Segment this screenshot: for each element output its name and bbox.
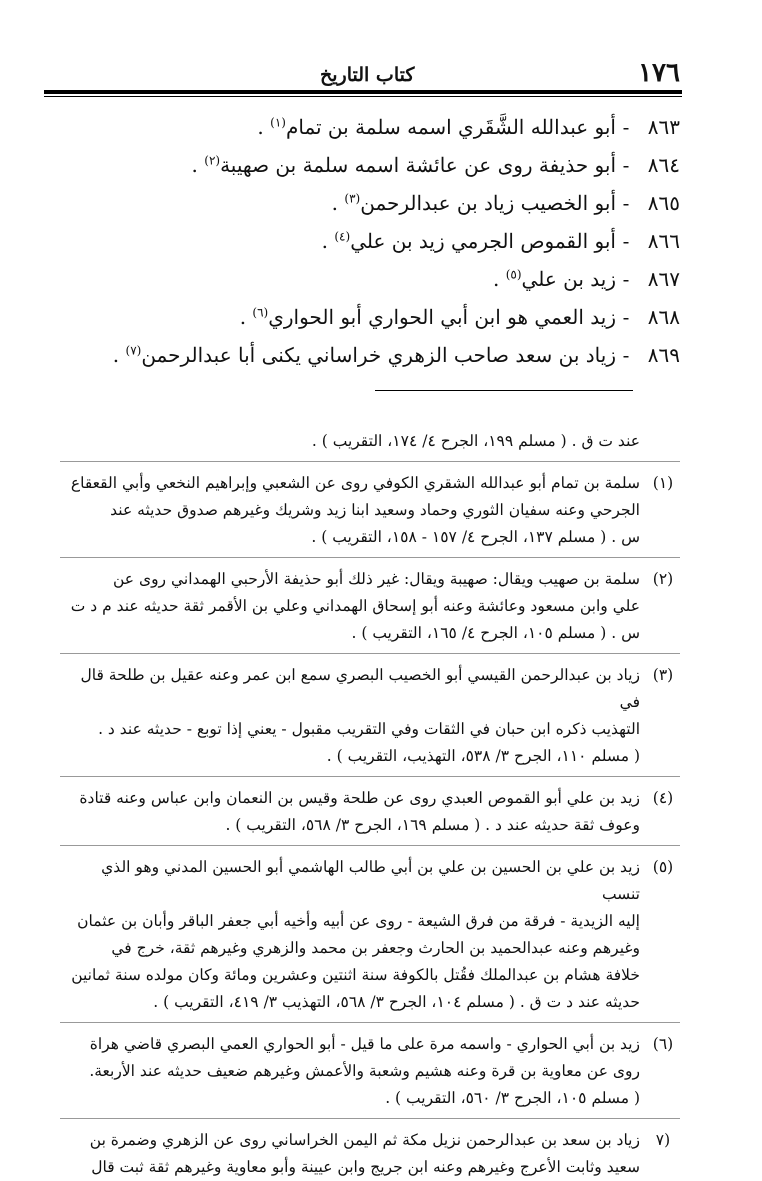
footnote-line: زياد بن عبدالرحمن القيسي أبو الخصيب البصري سمع ابن عمر وعنه عقيل بن طلحة قال في — [80, 666, 640, 711]
footnote-line: زيد بن أبي الحواري - واسمه مرة على ما قيل - أبو الحواري العمي البصري قاضي هراة — [89, 1035, 640, 1053]
entry-tail: . — [239, 305, 253, 329]
entry-text: أبو عبدالله الشَّقَري اسمه سلمة بن تمام — [285, 115, 616, 139]
footnote-ref: (٢) — [204, 153, 221, 168]
footnote-number: (٦) — [652, 1035, 674, 1053]
footnote-separator — [60, 845, 680, 846]
entry-text: زياد بن سعد صاحب الزهري خراساني يكنى أبا عبدالرحمن — [141, 343, 616, 367]
footnote-line: إليه الزيدية - فرقة من فرق الشيعة - روى عن أبيه وأخيه أبي جعفر الباقر وأبان بن عثمان — [77, 912, 640, 930]
footnote-line: وغيرهم وعنه عبدالحميد بن الحارث وجعفر بن محمد والزهري وغيرهم ثقة، خرج في — [111, 939, 640, 957]
entry-list — [112, 115, 680, 381]
footnote-line: التهذيب ذكره ابن حبان في الثقات وفي التقريب مقبول - يعني إذا توبع - حديثه عند د . — [98, 720, 640, 738]
entry-dash: - — [622, 191, 630, 215]
footnote-ref: (٥) — [505, 267, 522, 282]
footnote-line: زيد بن علي بن الحسين بن علي بن أبي طالب الهاشمي أبو الحسين المدني وهو الذي تنسب — [101, 858, 640, 903]
entry-number: ٨٦٦ — [647, 229, 680, 253]
footnote-line: علي وابن مسعود وعائشة وعنه أبو إسحاق الهمداني وعلي بن الأقمر ثقة حديثه عند م د ت — [70, 597, 640, 615]
entry-number: ٨٦٣ — [647, 115, 680, 139]
footnote-separator — [60, 776, 680, 777]
entry-tail: . — [331, 191, 345, 215]
footnote-ref: (٦) — [252, 305, 269, 320]
footnote-number: (٣) — [652, 666, 674, 684]
entry-text: أبو حذيفة روى عن عائشة اسمه سلمة بن صهيبة — [220, 153, 616, 177]
entry-tail: . — [112, 343, 126, 367]
footnote-line: سعيد وثابت الأعرج وغيرهم وعنه ابن جريج وابن عيينة وأبو معاوية وغيرهم ثقة ثبت قال — [91, 1158, 640, 1176]
entry-text: زيد العمي هو ابن أبي الحواري أبو الحواري — [268, 305, 616, 329]
entry-dash: - — [622, 267, 630, 291]
footnote-number: (١) — [652, 474, 674, 492]
entry-tail: . — [257, 115, 271, 139]
footnote-separator — [60, 1118, 680, 1119]
entry-number: ٨٦٨ — [647, 305, 680, 329]
entry-item — [120, 229, 680, 267]
entry-text: زيد بن علي — [521, 267, 616, 291]
entry-tail: . — [191, 153, 205, 177]
footnote-number: (٤) — [652, 789, 674, 807]
entry-dash: - — [622, 153, 630, 177]
footnote — [60, 470, 680, 551]
footnote-line: ( مسلم ١١٠، الجرح ٣/ ٥٣٨، التهذيب، التقريب ) . — [326, 747, 640, 765]
entry-tail: . — [493, 267, 506, 291]
footnotes-section — [60, 428, 680, 1181]
footnote-line: سلمة بن صهيب ويقال: صهيبة ويقال: غير ذلك أبو حذيفة الأرحبي الهمداني روى عن — [112, 570, 640, 588]
footnote-line: زياد بن سعد بن عبدالرحمن نزيل مكة ثم اليمن الخراساني روى عن الزهري وضمرة بن — [89, 1131, 640, 1149]
entry-dash: - — [622, 343, 630, 367]
footnote — [60, 1127, 680, 1181]
footnote-line: س . ( مسلم ١٠٥، الجرح ٤/ ١٦٥، التقريب ) . — [351, 624, 640, 642]
entry-item — [120, 267, 680, 305]
footnote-ref: (٣) — [344, 191, 361, 206]
footnote-number: (٢) — [652, 570, 674, 588]
footnote-divider — [375, 390, 633, 391]
footnote-continuation: عند ت ق . ( مسلم ١٩٩، الجرح ٤/ ١٧٤، التقريب ) . — [311, 432, 640, 450]
entry-text: أبو الخصيب زياد بن عبدالرحمن — [360, 191, 616, 215]
footnote-ref: (٤) — [334, 229, 351, 244]
footnote-ref: (٧) — [125, 343, 142, 358]
entry-number: ٨٦٥ — [647, 191, 680, 215]
entry-number: ٨٦٩ — [647, 343, 680, 367]
footnote-number: (٥) — [652, 858, 674, 876]
entry-dash: - — [622, 229, 630, 253]
entry-number: ٨٦٤ — [647, 153, 680, 177]
footnote-separator — [60, 1022, 680, 1023]
footnote-line: ( مسلم ١٠٥، الجرح ٣/ ٥٦٠، التقريب ) . — [385, 1089, 640, 1107]
footnote-line: سلمة بن تمام أبو عبدالله الشقري الكوفي روى عن الشعبي وإبراهيم النخعي وأبي القعقاع — [70, 474, 640, 492]
footnote-line: خلافة هشام بن عبدالملك فقُتل بالكوفة سنة اثنتين وعشرين ومائة وكان مولده سنة ثمانين — [71, 966, 640, 984]
footnote — [60, 1031, 680, 1112]
footnote-line: حديثه عند د ت ق . ( مسلم ١٠٤، الجرح ٣/ ٥٦٨، التهذيب ٣/ ٤١٩، التقريب ) . — [153, 993, 640, 1011]
footnote — [60, 662, 680, 770]
entry-item — [120, 153, 680, 191]
footnote-line: روى عن معاوية بن قرة وعنه هشيم وشعبة والأعمش وغيرهم ضعيف حديثه عند الأربعة. — [89, 1062, 640, 1080]
footnote-separator — [60, 653, 680, 654]
entry-number: ٨٦٧ — [647, 267, 680, 291]
header-rule-thin — [44, 96, 682, 97]
footnote-number: (٧ — [655, 1131, 671, 1149]
footnote — [60, 566, 680, 647]
footnote-line: الجرحي وعنه سفيان الثوري وحماد وسعيد ابنا زيد وشريك وغيرهم صدوق حديثه عند — [110, 501, 640, 519]
book-title: كتاب التاريخ — [320, 64, 415, 86]
footnote — [60, 785, 680, 839]
footnote-line: زيد بن علي أبو القموص العبدي روى عن طلحة وقيس بن النعمان وابن عباس وعنه قتادة — [79, 789, 640, 807]
entry-item — [120, 115, 680, 153]
footnote-line: وعوف ثقة حديثه عند د . ( مسلم ١٦٩، الجرح ٣/ ٥٦٨، التقريب ) . — [225, 816, 640, 834]
entry-item — [120, 305, 680, 343]
page-number: ١٧٦ — [638, 58, 680, 88]
entry-text: أبو القموص الجرمي زيد بن علي — [350, 229, 616, 253]
entry-item — [112, 343, 680, 381]
entry-item — [120, 191, 680, 229]
footnote-separator — [60, 557, 680, 558]
entry-dash: - — [622, 305, 630, 329]
footnote-ref: (١) — [270, 115, 286, 130]
footnote — [60, 854, 680, 1016]
entry-dash: - — [622, 115, 630, 139]
footnote-separator — [60, 461, 680, 462]
entry-tail: . — [321, 229, 335, 253]
header-rule-thick — [44, 90, 682, 94]
footnote-line: س . ( مسلم ١٣٧، الجرح ٤/ ١٥٧ - ١٥٨، التقريب ) . — [311, 528, 640, 546]
